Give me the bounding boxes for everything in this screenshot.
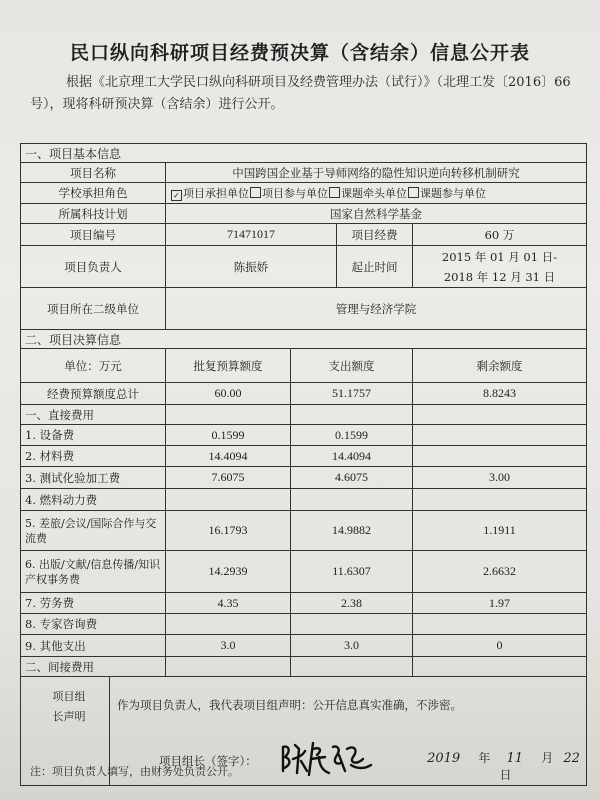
- row-approved: 16.1793: [166, 511, 291, 551]
- funding-value: 60 万: [413, 224, 587, 246]
- row-remaining: 0: [413, 635, 587, 657]
- program-value: 国家自然科学基金: [166, 204, 587, 224]
- period-start: 2015 年 01 月 01 日-: [441, 249, 558, 264]
- leader-label: 项目负责人: [21, 246, 166, 288]
- table-row: [21, 551, 587, 593]
- row-remaining: [413, 446, 587, 467]
- row-label: 2. 材料费: [21, 446, 166, 467]
- section-final-accounts-header: 二、项目决算信息: [21, 330, 587, 349]
- row-approved: 14.4094: [166, 446, 291, 467]
- program-label: 所属科技计划: [21, 204, 166, 224]
- signature-label: 项目组长（签字）：: [159, 754, 257, 768]
- project-name-value: 中国跨国企业基于导师网络的隐性知识逆向转移机制研究: [166, 163, 587, 183]
- row-remaining: 1.97: [413, 593, 587, 614]
- role-option-topic-lead-unit: 课题牵头单位: [328, 187, 407, 200]
- row-remaining: 1.1911: [413, 511, 587, 551]
- checkbox-empty-icon: [408, 187, 419, 198]
- date-month: 11: [506, 751, 524, 766]
- role-options: [166, 183, 587, 204]
- col-header-spent: 支出额度: [291, 349, 413, 383]
- direct-costs-header: 一、直接费用: [21, 405, 166, 425]
- role-label: 学校承担角色: [21, 183, 166, 204]
- project-no-label: 项目编号: [21, 224, 166, 246]
- table-row: [21, 593, 587, 614]
- row-approved: [166, 489, 291, 511]
- table-row: [21, 511, 587, 551]
- row-label: 8. 专家咨询费: [21, 614, 166, 635]
- indirect-costs-header: 二、间接费用: [21, 657, 166, 677]
- row-approved: 3.0: [166, 635, 291, 657]
- table-row: [21, 489, 587, 511]
- date-year: 2019: [427, 751, 461, 766]
- row-spent: 14.4094: [291, 446, 413, 467]
- footnote: 注：项目负责人填写，由财务处负责公开。: [30, 765, 239, 778]
- role-option-topic-participant-unit: 课题参与单位: [407, 187, 486, 200]
- row-label: 5. 差旅/会议/国际合作与交流费: [21, 511, 166, 551]
- row-spent: 14.9882: [291, 511, 413, 551]
- table-row: [21, 467, 587, 489]
- intro-paragraph: 根据《北京理工大学民口纵向科研项目及经费管理办法（试行）》（北理工发〔2016〕66号），现将科研预决算（含结余）进行公开。: [30, 75, 571, 112]
- row-spent: [291, 614, 413, 635]
- date-day: 22: [563, 751, 580, 766]
- row-remaining: [413, 425, 587, 446]
- declaration-label: 项目组长声明: [52, 690, 86, 723]
- table-row: [21, 446, 587, 467]
- leader-value: 陈振娇: [166, 246, 337, 288]
- checkbox-empty-icon: [329, 187, 340, 198]
- table-row: [21, 425, 587, 446]
- page-title: 民口纵向科研项目经费预决算（含结余）信息公开表: [69, 42, 530, 64]
- row-spent: 0.1599: [291, 425, 413, 446]
- row-remaining: 2.6632: [413, 551, 587, 593]
- row-approved: 7.6075: [166, 467, 291, 489]
- row-label: 1. 设备费: [21, 425, 166, 446]
- row-spent: 2.38: [291, 593, 413, 614]
- col-header-unit: 单位：万元: [21, 349, 166, 383]
- row-spent: 11.6307: [291, 551, 413, 593]
- declaration-date: 2019 年 11 月 22 日: [427, 751, 580, 782]
- period-label: 起止时间: [337, 246, 413, 288]
- row-remaining: [413, 614, 587, 635]
- project-name-label: 项目名称: [21, 163, 166, 183]
- row-spent: 3.0: [291, 635, 413, 657]
- row-approved: 0.1599: [166, 425, 291, 446]
- total-approved: 60.00: [166, 383, 291, 405]
- col-header-remaining: 剩余额度: [413, 349, 587, 383]
- row-label: 9. 其他支出: [21, 635, 166, 657]
- row-label: 6. 出版/文献/信息传播/知识产权事务费: [21, 551, 166, 593]
- funding-label: 项目经费: [337, 224, 413, 246]
- role-option-lead-unit: ✓ 项目承担单位: [170, 187, 249, 200]
- total-spent: 51.1757: [291, 383, 413, 405]
- checkbox-checked-icon: ✓: [171, 190, 182, 201]
- row-remaining: [413, 489, 587, 511]
- section-basic-info-header: 一、项目基本信息: [21, 144, 587, 163]
- unit-label: 项目所在二级单位: [21, 288, 166, 330]
- project-no-value: 71471017: [166, 224, 337, 246]
- handwritten-signature: [279, 735, 379, 779]
- total-label: 经费预算额度总计: [21, 383, 166, 405]
- row-approved: 14.2939: [166, 551, 291, 593]
- total-remaining: 8.8243: [413, 383, 587, 405]
- role-option-participant-unit: 项目参与单位: [249, 187, 328, 200]
- unit-value: 管理与经济学院: [166, 288, 587, 330]
- row-approved: [166, 614, 291, 635]
- declaration-text: 作为项目负责人，我代表项目组声明：公开信息真实准确，不涉密。: [117, 698, 462, 712]
- table-row: [21, 614, 587, 635]
- period-value: [413, 246, 587, 288]
- period-end: 2018 年 12 月 31 日: [443, 269, 556, 284]
- row-label: 3. 测试化验加工费: [21, 467, 166, 489]
- disclosure-table: [20, 143, 587, 786]
- row-label: 4. 燃料动力费: [21, 489, 166, 511]
- row-approved: 4.35: [166, 593, 291, 614]
- row-spent: [291, 489, 413, 511]
- table-row: [21, 635, 587, 657]
- row-remaining: 3.00: [413, 467, 587, 489]
- row-spent: 4.6075: [291, 467, 413, 489]
- checkbox-empty-icon: [250, 187, 261, 198]
- row-label: 7. 劳务费: [21, 593, 166, 614]
- col-header-approved: 批复预算额度: [166, 349, 291, 383]
